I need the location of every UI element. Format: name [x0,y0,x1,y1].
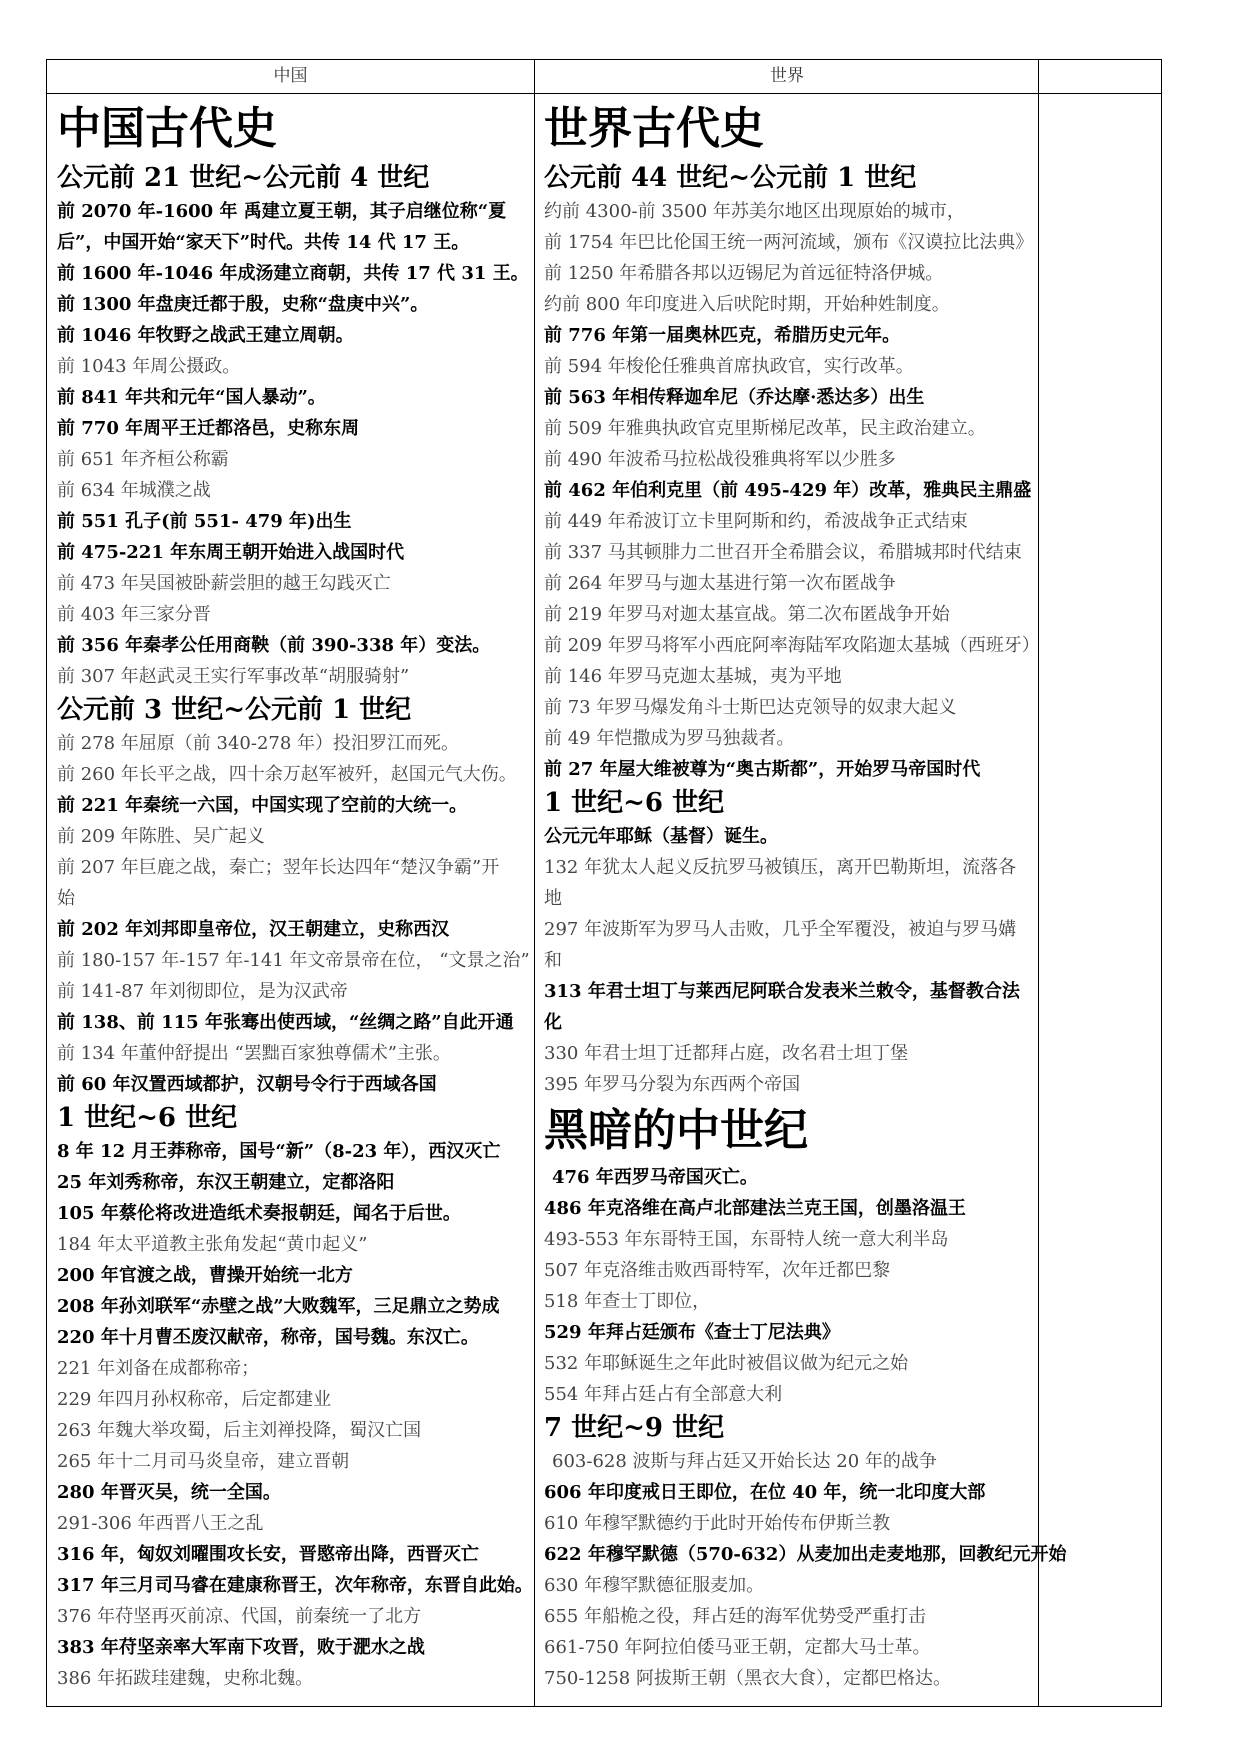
event-line: 前 594 年梭伦任雅典首席执政官，实行改革。 [544,356,914,377]
column-divider [534,60,535,1706]
event-line: 前 1600 年-1046 年成汤建立商朝，共传 17 代 31 王。 [57,263,529,284]
event-line: 297 年波斯军为罗马人击败，几乎全军覆没，被迫与罗马媾 [544,919,1017,940]
event-line: 606 年印度戒日王即位，在位 40 年，统一北印度大部 [544,1482,986,1503]
event-line: 291-306 年西晋八王之乱 [57,1513,264,1534]
event-line: 前 449 年希波订立卡里阿斯和约，希波战争正式结束 [544,511,968,532]
event-line: 前 473 年吴国被卧薪尝胆的越王勾践灭亡 [57,573,391,594]
event-line: 前 49 年恺撒成为罗马独裁者。 [544,728,795,749]
event-line: 610 年穆罕默德约于此时开始传布伊斯兰教 [544,1513,891,1534]
event-line: 约前 4300-前 3500 年苏美尔地区出现原始的城市， [544,201,965,222]
event-line: 前 337 马其顿腓力二世召开全希腊会议，希腊城邦时代结束 [544,542,1022,563]
china-column [57,98,531,1694]
event-line: 前 551 孔子(前 551- 479 年)出生 [57,511,352,532]
event-line: 316 年，匈奴刘曜围攻长安，晋愍帝出降，西晋灭亡 [57,1544,479,1565]
event-line: 前 134 年董仲舒提出 “罢黜百家独尊儒术”主张。 [57,1043,451,1064]
event-line: 前 634 年城濮之战 [57,480,211,501]
event-line: 前 841 年共和元年“国人暴动”。 [57,387,326,408]
event-line: 208 年孙刘联军“赤壁之战”大败魏军，三足鼎立之势成 [57,1296,500,1317]
event-line: 前 141-87 年刘彻即位，是为汉武帝 [57,981,348,1002]
event-line: 532 年耶稣诞生之年此时被倡议做为纪元之始 [544,1353,909,1374]
header-china: 中国 [273,66,308,86]
event-line: 后”，中国开始“家天下”时代。共传 14 代 17 王。 [57,232,470,253]
event-line: 493-553 年东哥特王国，东哥特人统一意大利半岛 [544,1229,949,1250]
event-line: 地 [544,888,562,909]
event-line: 前 260 年长平之战，四十余万赵军被歼，赵国元气大伤。 [57,764,517,785]
event-line: 前 278 年屈原（前 340-278 年）投汨罗江而死。 [57,733,460,754]
event-line: 前 202 年刘邦即皇帝位，汉王朝建立，史称西汉 [57,919,450,940]
header-divider [47,93,1161,94]
event-line: 前 219 年罗马对迦太基宣战。第二次布匿战争开始 [544,604,950,625]
event-line: 661-750 年阿拉伯倭马亚王朝，定都大马士革。 [544,1637,931,1658]
event-line: 前 264 年罗马与迦太基进行第一次布匿战争 [544,573,896,594]
event-line: 前 209 年罗马将军小西庇阿率海陆军攻陷迦太基城（西班牙） [544,635,1040,656]
event-line: 前 307 年赵武灵王实行军事改革“胡服骑射” [57,666,410,687]
event-line: 265 年十二月司马炎皇帝，建立晋朝 [57,1451,350,1472]
event-line: 前 27 年屋大维被尊为“奥古斯都”，开始罗马帝国时代 [544,759,981,780]
event-line: 280 年晋灭吴，统一全国。 [57,1482,281,1503]
section-title: 中国古代史 [57,103,277,154]
event-line: 前 770 年周平王迁都洛邑，史称东周 [57,418,360,439]
event-line: 221 年刘备在成都称帝； [57,1358,260,1379]
event-line: 529 年拜占廷颁布《查士丁尼法典》 [544,1322,840,1343]
event-line: 前 403 年三家分晋 [57,604,211,625]
event-line: 507 年克洛维击败西哥特军，次年迁都巴黎 [544,1260,891,1281]
event-line: 518 年查士丁即位， [544,1291,711,1312]
section-title: 黑暗的中世纪 [544,1105,808,1156]
event-line: 前 146 年罗马克迦太基城，夷为平地 [544,666,842,687]
event-line: 622 年穆罕默德（570-632）从麦加出走麦地那，回教纪元开始 [544,1544,1067,1565]
event-line: 前 776 年第一届奥林匹克，希腊历史元年。 [544,325,901,346]
period-heading: 公元前 21 世纪~公元前 4 世纪 [57,163,430,193]
event-line: 前 209 年陈胜、吴广起义 [57,826,265,847]
period-heading: 1 世纪~6 世纪 [57,1103,238,1133]
event-line: 前 356 年秦孝公任用商鞅（前 390-338 年）变法。 [57,635,491,656]
history-table [46,59,1162,1707]
event-line: 376 年苻坚再灭前凉、代国，前秦统一了北方 [57,1606,422,1627]
event-line: 前 73 年罗马爆发角斗士斯巴达克领导的奴隶大起义 [544,697,957,718]
event-line: 前 1250 年希腊各邦以迈锡尼为首远征特洛伊城。 [544,263,944,284]
event-line: 317 年三月司马睿在建康称晋王，次年称帝，东晋自此始。 [57,1575,533,1596]
event-line: 前 475-221 年东周王朝开始进入战国时代 [57,542,405,563]
event-line: 前 1300 年盘庚迁都于殷，史称“盘庚中兴”。 [57,294,429,315]
event-line: 前 2070 年-1600 年 禹建立夏王朝，其子启继位称“夏 [57,201,507,222]
event-line: 476 年西罗马帝国灭亡。 [552,1167,758,1188]
event-line: 始 [57,888,75,909]
event-line: 200 年官渡之战，曹操开始统一北方 [57,1265,353,1286]
event-line: 386 年拓跋珪建魏，史称北魏。 [57,1668,314,1689]
event-line: 395 年罗马分裂为东西两个帝国 [544,1074,801,1095]
event-line: 前 651 年齐桓公称霸 [57,449,229,470]
event-line: 220 年十月曹丕废汉献帝，称帝，国号魏。东汉亡。 [57,1327,479,1348]
column-divider [1038,60,1039,1706]
event-line: 8 年 12 月王莽称帝，国号“新”（8-23 年），西汉灭亡 [57,1141,501,1162]
event-line: 486 年克洛维在高卢北部建法兰克王国，创墨洛温王 [544,1198,966,1219]
event-line: 25 年刘秀称帝，东汉王朝建立，定都洛阳 [57,1172,395,1193]
event-line: 229 年四月孙权称帝，后定都建业 [57,1389,332,1410]
section-title: 世界古代史 [544,103,764,154]
event-line: 383 年苻坚亲率大军南下攻晋，败于淝水之战 [57,1637,425,1658]
event-line: 前 221 年秦统一六国，中国实现了空前的大统一。 [57,795,468,816]
event-line: 前 462 年伯利克里（前 495-429 年）改革，雅典民主鼎盛 [544,480,1032,501]
event-line: 前 138、前 115 年张骞出使西域，“丝绸之路”自此开通 [57,1012,514,1033]
event-line: 105 年蔡伦将改进造纸术奏报朝廷，闻名于后世。 [57,1203,461,1224]
event-line: 化 [544,1012,562,1033]
period-heading: 公元前 44 世纪~公元前 1 世纪 [544,163,917,193]
event-line: 750-1258 阿拔斯王朝（黑衣大食），定都巴格达。 [544,1668,951,1689]
event-line: 330 年君士坦丁迁都拜占庭，改名君士坦丁堡 [544,1043,909,1064]
event-line: 公元元年耶稣（基督）诞生。 [544,826,778,847]
event-line: 约前 800 年印度进入后吠陀时期，开始种姓制度。 [544,294,950,315]
event-line: 前 1046 年牧野之战武王建立周朝。 [57,325,354,346]
period-heading: 公元前 3 世纪~公元前 1 世纪 [57,695,412,725]
event-line: 630 年穆罕默德征服麦加。 [544,1575,765,1596]
event-line: 263 年魏大举攻蜀，后主刘禅投降，蜀汉亡国 [57,1420,422,1441]
event-line: 313 年君士坦丁与莱西尼阿联合发表米兰敕令，基督教合法 [544,981,1020,1002]
event-line: 前 1754 年巴比伦国王统一两河流域，颁布《汉谟拉比法典》 [544,232,1034,253]
header-world: 世界 [770,66,804,86]
event-line: 前 509 年雅典执政官克里斯梯尼改革，民主政治建立。 [544,418,986,439]
event-line: 655 年船桅之役，拜占廷的海军优势受严重打击 [544,1606,927,1627]
period-heading: 7 世纪~9 世纪 [544,1413,725,1443]
event-line: 前 1043 年周公摄政。 [57,356,241,377]
event-line: 前 180-157 年-157 年-141 年文帝景帝在位， “文景之治” [57,950,530,971]
event-line: 184 年太平道教主张角发起“黄巾起义” [57,1234,368,1255]
period-heading: 1 世纪~6 世纪 [544,788,725,818]
event-line: 前 207 年巨鹿之战，秦亡；翌年长达四年“楚汉争霸”开 [57,857,500,878]
event-line: 前 490 年波希马拉松战役雅典将军以少胜多 [544,449,896,470]
event-line: 前 60 年汉置西域都护，汉朝号令行于西域各国 [57,1074,437,1095]
event-line: 554 年拜占廷占有全部意大利 [544,1384,783,1405]
event-line: 603-628 波斯与拜占廷又开始长达 20 年的战争 [552,1451,937,1472]
event-line: 前 563 年相传释迦牟尼（乔达摩·悉达多）出生 [544,387,925,408]
world-column [544,98,1067,1694]
event-line: 和 [544,950,562,971]
event-line: 132 年犹太人起义反抗罗马被镇压，离开巴勒斯坦，流落各 [544,857,1017,878]
